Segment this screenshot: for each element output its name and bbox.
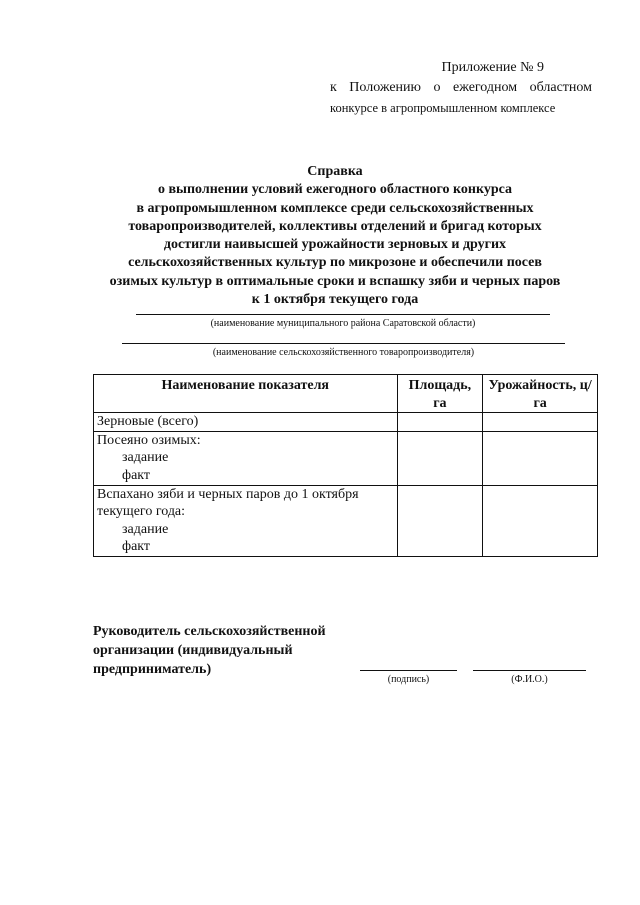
plowed-title-cont: текущего года: (97, 504, 186, 520)
sown-title: Посеяно озимых: (97, 432, 201, 448)
appendix-block (330, 58, 592, 118)
title-line: озимых культур в оптимальные сроки и вспашку зяби и черных паров (109, 273, 561, 289)
producer-caption: (наименование сельскохозяйственного товаропроизводителя) (212, 347, 475, 358)
cell-empty[interactable] (483, 431, 598, 485)
signatory-line: предприниматель) (93, 662, 212, 677)
header-yield: Урожайность, ц/га (483, 375, 598, 413)
name-caption: (Ф.И.О.) (511, 674, 548, 685)
appendix-reference-cont: конкурсе в агропромышленном комплексе (330, 101, 556, 115)
indicators-table (93, 374, 598, 557)
title-line: к 1 октября текущего года (251, 292, 419, 308)
table-row (94, 485, 598, 556)
title-line: достигли наивысшей урожайности зерновых и других (163, 237, 507, 253)
row-plowed-label (94, 485, 398, 556)
signatory-line: организации (индивидуальный (93, 643, 293, 658)
header-area: Площадь, га (397, 375, 483, 413)
name-fill-line[interactable] (473, 670, 586, 671)
plowed-task: задание (122, 521, 169, 537)
signatory-line: Руководитель сельскохозяйственной (93, 624, 326, 639)
district-caption: (наименование муниципального района Саратовской области) (210, 318, 476, 329)
title-line: сельскохозяйственных культур по микрозоне и обеспечили посев (128, 255, 542, 271)
title-line: товаропроизводителей, коллективы отделений и бригад которых (128, 218, 542, 234)
document-title (80, 163, 590, 309)
producer-fill-line[interactable] (122, 343, 565, 344)
cell-empty[interactable] (397, 413, 483, 432)
cell-empty[interactable] (483, 413, 598, 432)
sown-task: задание (122, 450, 169, 466)
cell-empty[interactable] (483, 485, 598, 556)
plowed-fact: факт (122, 539, 151, 555)
appendix-number: Приложение № 9 (441, 60, 544, 75)
title-heading: Справка (307, 164, 363, 179)
appendix-reference: к Положению о ежегодном областном (330, 80, 592, 95)
row-grain-label: Зерновые (всего) (94, 413, 398, 432)
table-header-row (94, 375, 598, 413)
signature-fill-line[interactable] (360, 670, 457, 671)
header-indicator: Наименование показателя (94, 375, 398, 413)
sown-fact: факт (122, 467, 151, 483)
table-row (94, 431, 598, 485)
table-row (94, 413, 598, 432)
cell-empty[interactable] (397, 485, 483, 556)
title-line: о выполнении условий ежегодного областного конкурса (157, 182, 512, 198)
signature-caption: (подпись) (387, 674, 430, 685)
signatory-title (93, 622, 326, 679)
title-line: в агропромышленном комплексе среди сельскохозяйственных (136, 200, 534, 216)
row-sown-label (94, 431, 398, 485)
plowed-title: Вспахано зяби и черных паров до 1 октября (97, 486, 359, 502)
cell-empty[interactable] (397, 431, 483, 485)
district-fill-line[interactable] (136, 314, 550, 315)
